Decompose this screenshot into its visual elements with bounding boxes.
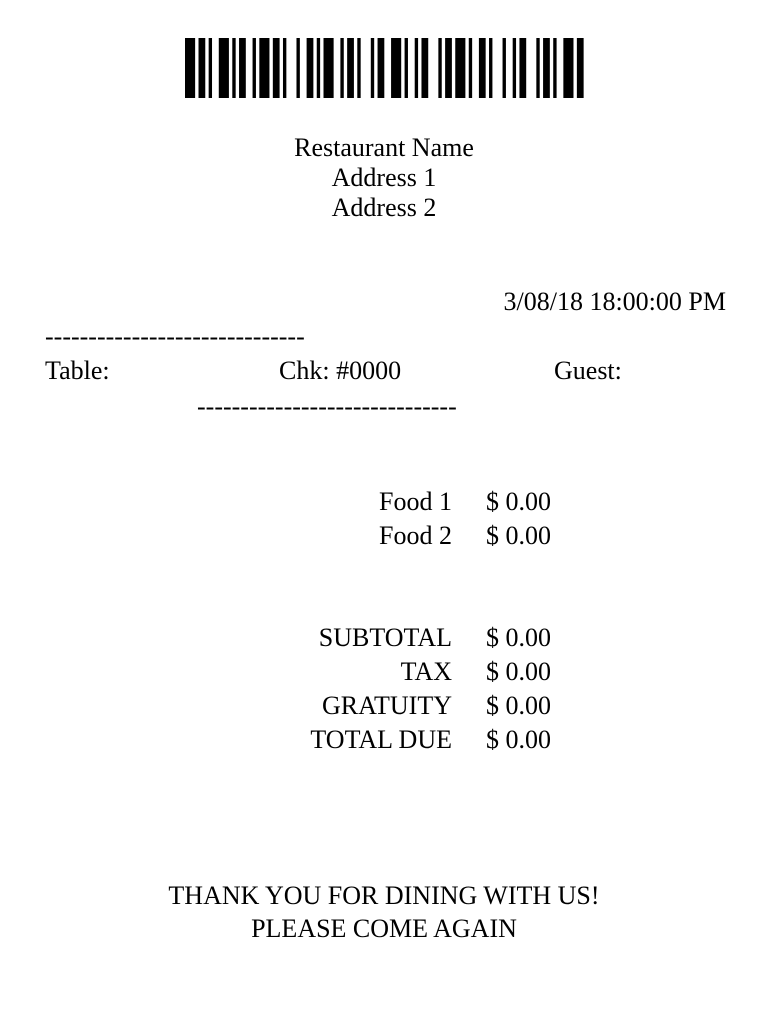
address-line-1: Address 1 — [331, 163, 437, 192]
barcode-bar — [357, 38, 360, 98]
barcode-bar — [577, 38, 584, 98]
barcode-bar — [307, 38, 314, 98]
table-label: Table: — [45, 356, 110, 385]
barcode-bar — [445, 38, 452, 98]
item-name: Food 1 — [379, 487, 452, 516]
barcode-bar — [489, 38, 492, 98]
barcode-bar — [543, 38, 550, 98]
barcode-bar — [239, 38, 246, 98]
barcode-bar — [317, 38, 320, 98]
barcode-bar — [219, 38, 229, 98]
barcode-bar — [340, 38, 343, 98]
item-price: $ 0.00 — [486, 521, 551, 550]
barcode-bar — [553, 38, 556, 98]
address-line-2: Address 2 — [331, 193, 437, 222]
barcode-bar — [455, 38, 465, 98]
total-amount: $ 0.00 — [486, 725, 551, 754]
total-label: GRATUITY — [322, 691, 452, 720]
total-amount: $ 0.00 — [486, 657, 551, 686]
barcode-bar — [421, 38, 428, 98]
receipt-header — [0, 133, 768, 223]
total-row-total-due — [0, 725, 768, 759]
barcode-bar — [253, 38, 256, 98]
barcode-bar — [283, 38, 286, 98]
divider-top: ------------------------------ — [45, 322, 305, 351]
barcode-bar — [536, 38, 539, 98]
barcode-bar — [519, 38, 526, 98]
barcode-bar — [296, 38, 299, 98]
thank-you-line: THANK YOU FOR DINING WITH US! — [168, 881, 600, 910]
barcode-icon — [185, 38, 587, 98]
barcode-bar — [324, 38, 334, 98]
barcode-bar — [232, 38, 235, 98]
total-label: TAX — [400, 657, 452, 686]
barcode-bar — [503, 38, 506, 98]
total-label: TOTAL DUE — [310, 725, 452, 754]
barcode-bar — [563, 38, 573, 98]
barcode-bar — [405, 38, 408, 98]
item-name: Food 2 — [379, 521, 452, 550]
barcode-bar — [259, 38, 269, 98]
total-amount: $ 0.00 — [486, 691, 551, 720]
barcode-bar — [185, 38, 195, 98]
barcode-bar — [199, 38, 206, 98]
barcode-bar — [391, 38, 401, 98]
barcode-bar — [438, 38, 441, 98]
line-item — [0, 521, 768, 555]
barcode-bar — [371, 38, 374, 98]
barcode-bar — [415, 38, 418, 98]
barcode-bar — [209, 38, 212, 98]
barcode-bar — [479, 38, 486, 98]
barcode-bar — [469, 38, 472, 98]
total-row-subtotal — [0, 623, 768, 657]
receipt-footer — [0, 879, 768, 945]
check-number: Chk: #0000 — [279, 356, 402, 385]
barcode-bar — [513, 38, 516, 98]
total-label: SUBTOTAL — [318, 623, 452, 652]
restaurant-name: Restaurant Name — [294, 133, 474, 162]
item-price: $ 0.00 — [486, 487, 551, 516]
come-again-line: PLEASE COME AGAIN — [251, 914, 517, 943]
guest-label: Guest: — [554, 356, 622, 385]
barcode-bar — [378, 38, 385, 98]
total-row-gratuity — [0, 691, 768, 725]
total-amount: $ 0.00 — [486, 623, 551, 652]
total-row-tax — [0, 657, 768, 691]
barcode-bar — [273, 38, 280, 98]
barcode-bar — [347, 38, 354, 98]
line-item — [0, 487, 768, 521]
receipt-timestamp: 3/08/18 18:00:00 PM — [503, 287, 726, 316]
divider-bottom: ------------------------------ — [197, 392, 457, 421]
